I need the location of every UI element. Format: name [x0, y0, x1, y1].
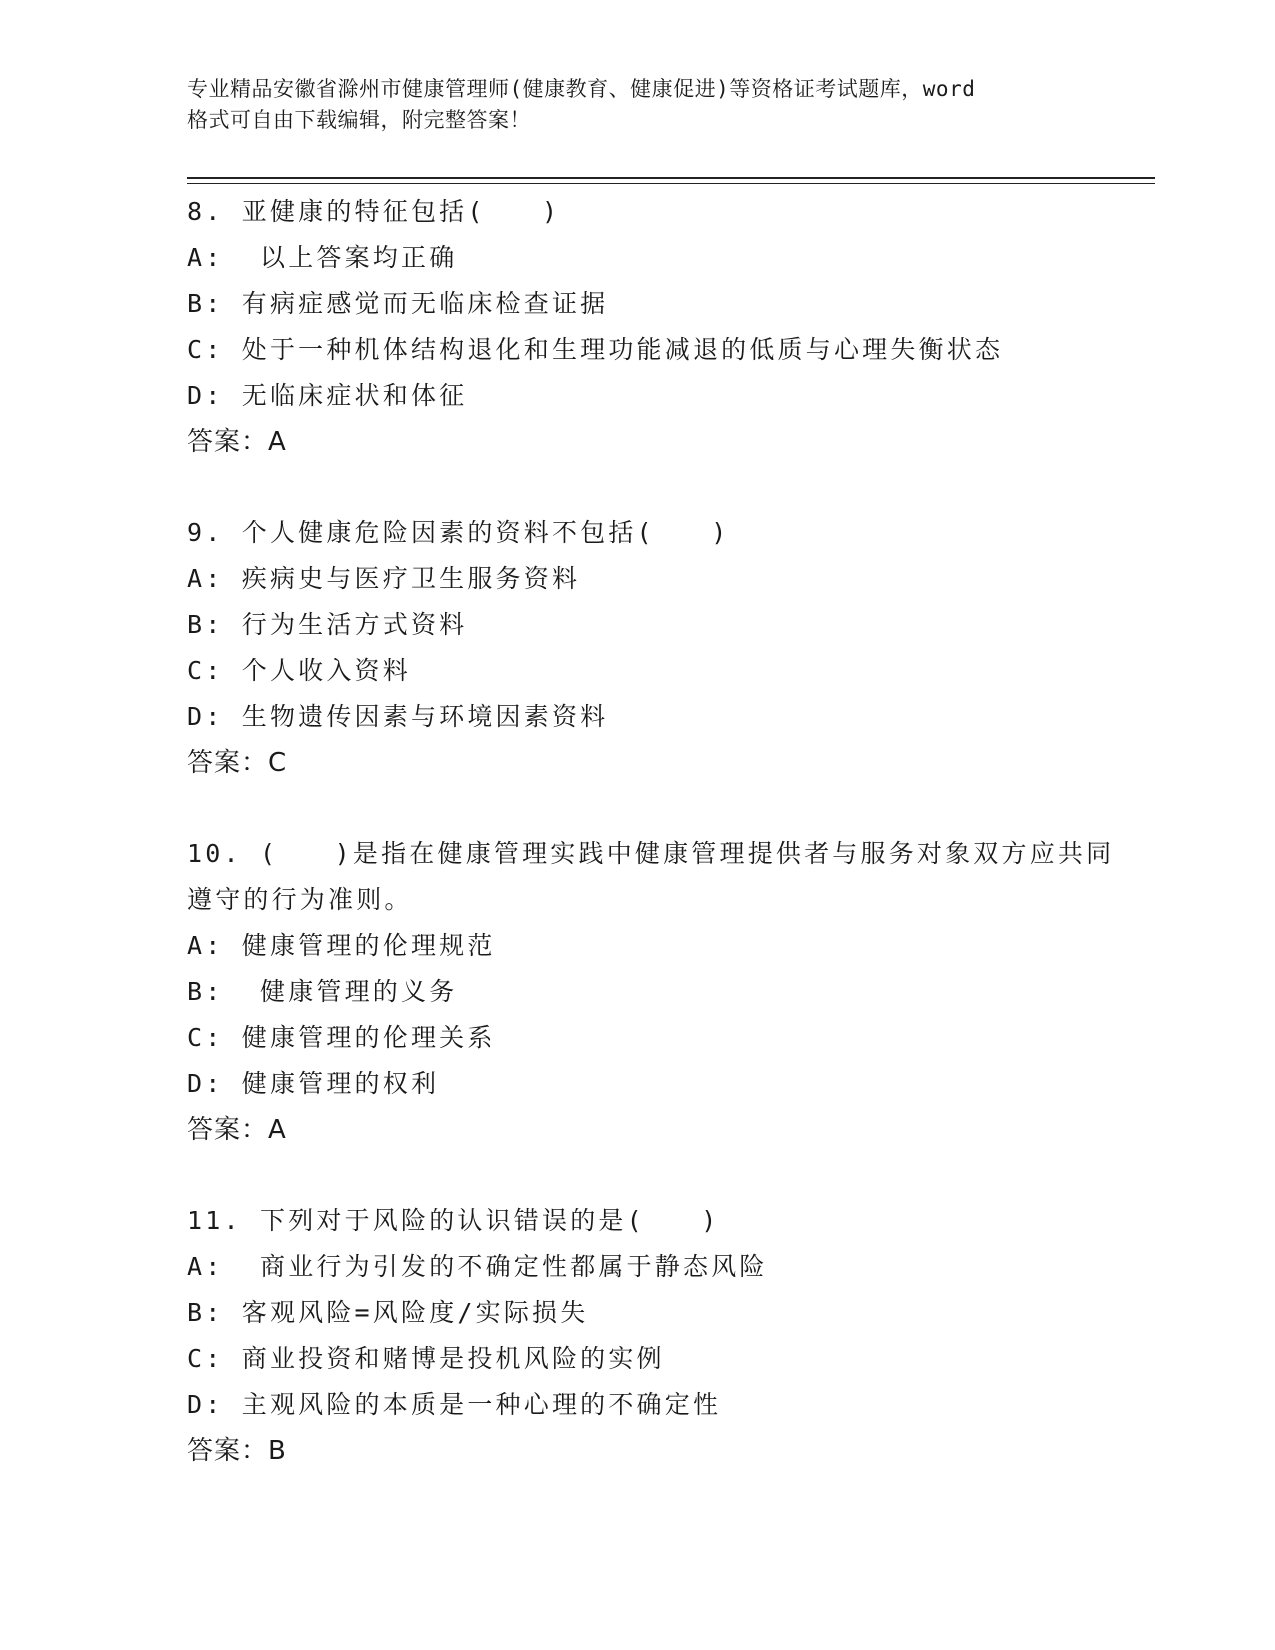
option-b: B: 行为生活方式资料 [187, 610, 468, 639]
answer-line [187, 1428, 1117, 1474]
option-c: C: 处于一种机体结构退化和生理功能减退的低质与心理失衡状态 [187, 335, 1004, 364]
header-line-2: 格式可自由下载编辑，附完整答案！ [187, 108, 531, 132]
question-stem: 11. 下列对于风险的认识错误的是( ) [187, 1206, 720, 1235]
option-d: D: 主观风险的本质是一种心理的不确定性 [187, 1390, 722, 1419]
answer-line [187, 740, 1117, 786]
answer-label: 答案： [187, 748, 269, 778]
answer-value: A [268, 427, 287, 457]
option-d: D: 生物遗传因素与环境因素资料 [187, 702, 609, 731]
option-a: A: 商业行为引发的不确定性都属于静态风险 [187, 1252, 768, 1281]
option-c: C: 健康管理的伦理关系 [187, 1023, 496, 1052]
answer-line [187, 419, 1117, 465]
answer-value: A [268, 1115, 287, 1145]
option-b: B: 有病症感觉而无临床检查证据 [187, 289, 609, 318]
answer-value: C [268, 748, 288, 778]
answer-label: 答案： [187, 1115, 269, 1145]
option-a: A: 健康管理的伦理规范 [187, 931, 496, 960]
option-a: A: 疾病史与医疗卫生服务资料 [187, 564, 581, 593]
answer-value: B [268, 1436, 287, 1466]
document-header [187, 74, 1087, 136]
option-d: D: 健康管理的权利 [187, 1069, 440, 1098]
header-line-1: 专业精品安徽省滁州市健康管理师(健康教育、健康促进)等资格证考试题库，word [187, 77, 976, 101]
option-b: B: 健康管理的义务 [187, 977, 458, 1006]
answer-line [187, 1107, 1117, 1153]
answer-label: 答案： [187, 1436, 269, 1466]
option-a: A: 以上答案均正确 [187, 243, 458, 272]
question-stem: 8. 亚健康的特征包括( ) [187, 197, 561, 226]
question-10 [187, 831, 1117, 1153]
question-list [187, 189, 1117, 1519]
option-d: D: 无临床症状和体征 [187, 381, 468, 410]
question-stem: 9. 个人健康危险因素的资料不包括( ) [187, 518, 730, 547]
option-c: C: 商业投资和赌博是投机风险的实例 [187, 1344, 665, 1373]
header-divider-thin [187, 183, 1155, 184]
question-11 [187, 1198, 1117, 1474]
option-b: B: 客观风险=风险度/实际损失 [187, 1298, 589, 1327]
option-c: C: 个人收入资料 [187, 656, 411, 685]
question-9 [187, 510, 1117, 786]
header-divider-thick [187, 177, 1155, 179]
question-stem: 10. ( )是指在健康管理实践中健康管理提供者与服务对象双方应共同遵守的行为准则。 [187, 839, 1115, 914]
answer-label: 答案： [187, 427, 269, 457]
question-8 [187, 189, 1117, 465]
